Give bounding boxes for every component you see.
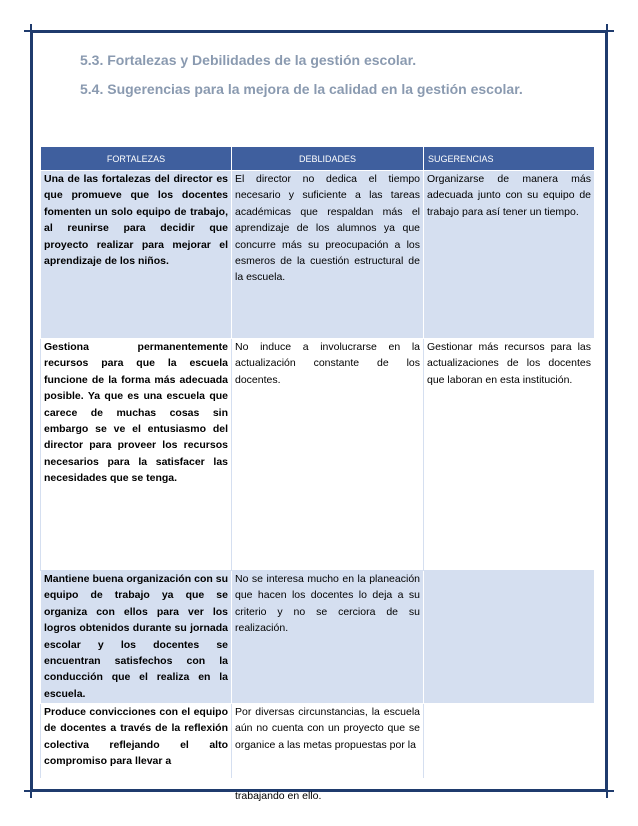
border-corner-ornament [600,24,614,38]
sugerencia-cell: Organizarse de manera más adecuada junto con su equipo de trabajo para así tener un tiempo. [424,171,595,339]
table-row [41,571,595,704]
header-fortalezas: FORTALEZAS [41,147,232,171]
sugerencia-cell: Gestionar más recursos para las actualizaciones de los docentes que laboran en esta institución. [424,339,595,571]
header-sugerencias: SUGERENCIAS [424,147,595,171]
page-border-left [30,30,33,792]
table-header-row [41,147,595,171]
debilidad-cell: No induce a involucrarse en la actualización constante de los docentes. [232,339,424,571]
sugerencia-cell [424,704,595,779]
sugerencia-cell [424,571,595,704]
page-border-top [30,30,608,33]
border-corner-ornament [600,784,614,798]
analysis-table-container [40,146,594,778]
border-corner-ornament [24,784,38,798]
section-heading-5-4: 5.4. Sugerencias para la mejora de la calidad en la gestión escolar. [80,81,523,97]
page-border-right [605,30,608,792]
analysis-table [40,146,594,778]
fortaleza-cell: Mantiene buena organización con su equipo de trabajo ya que se organiza con ellos para ver los logros obtenidos durante su jornada escolar y los docentes se encuentran satisfechos con la conducción que el realiza en la escuela. [41,571,232,704]
table-row [41,704,595,779]
border-corner-ornament [24,24,38,38]
debilidad-cell: Por diversas circunstancias, la escuela aún no cuenta con un proyecto que se organice a las metas propuestas por la [232,704,424,779]
header-debilidades: DEBLIDADES [232,147,424,171]
table-row [41,171,595,339]
fortaleza-cell: Gestiona permanentemente recursos para que la escuela funcione de la forma más adecuada posible. Ya que es una escuela que carece de muchas cosas sin embargo se ve el entusiasmo del director para proveer los recursos necesarios para la satisfacer las necesidades que se tenga. [41,339,232,571]
section-heading-5-3: 5.3. Fortalezas y Debilidades de la gestión escolar. [80,52,417,68]
table-row [41,339,595,571]
fortaleza-cell: Una de las fortalezas del director es que promueve que los docentes fomenten un solo equipo de trabajo, al reunirse para decidir que proyecto realizar para mejorar el aprendizaje de los niños. [41,171,232,339]
fortaleza-cell: Produce convicciones con el equipo de docentes a través de la reflexión colectiva reflejando el alto compromiso para llevar a [41,704,232,779]
debilidad-cell: El director no dedica el tiempo necesario y suficiente a las tareas académicas que respaldan más el aprendizaje de los alumnos ya que concurre más su preocupación a los esmeros de la cuestión estructural de la escuela. [232,171,424,339]
debilidad-cell: No se interesa mucho en la planeación que hacen los docentes lo deja a su criterio y no se cerciora de su realización. [232,571,424,704]
overflow-text-fragment: trabajando en ello. [235,790,322,802]
